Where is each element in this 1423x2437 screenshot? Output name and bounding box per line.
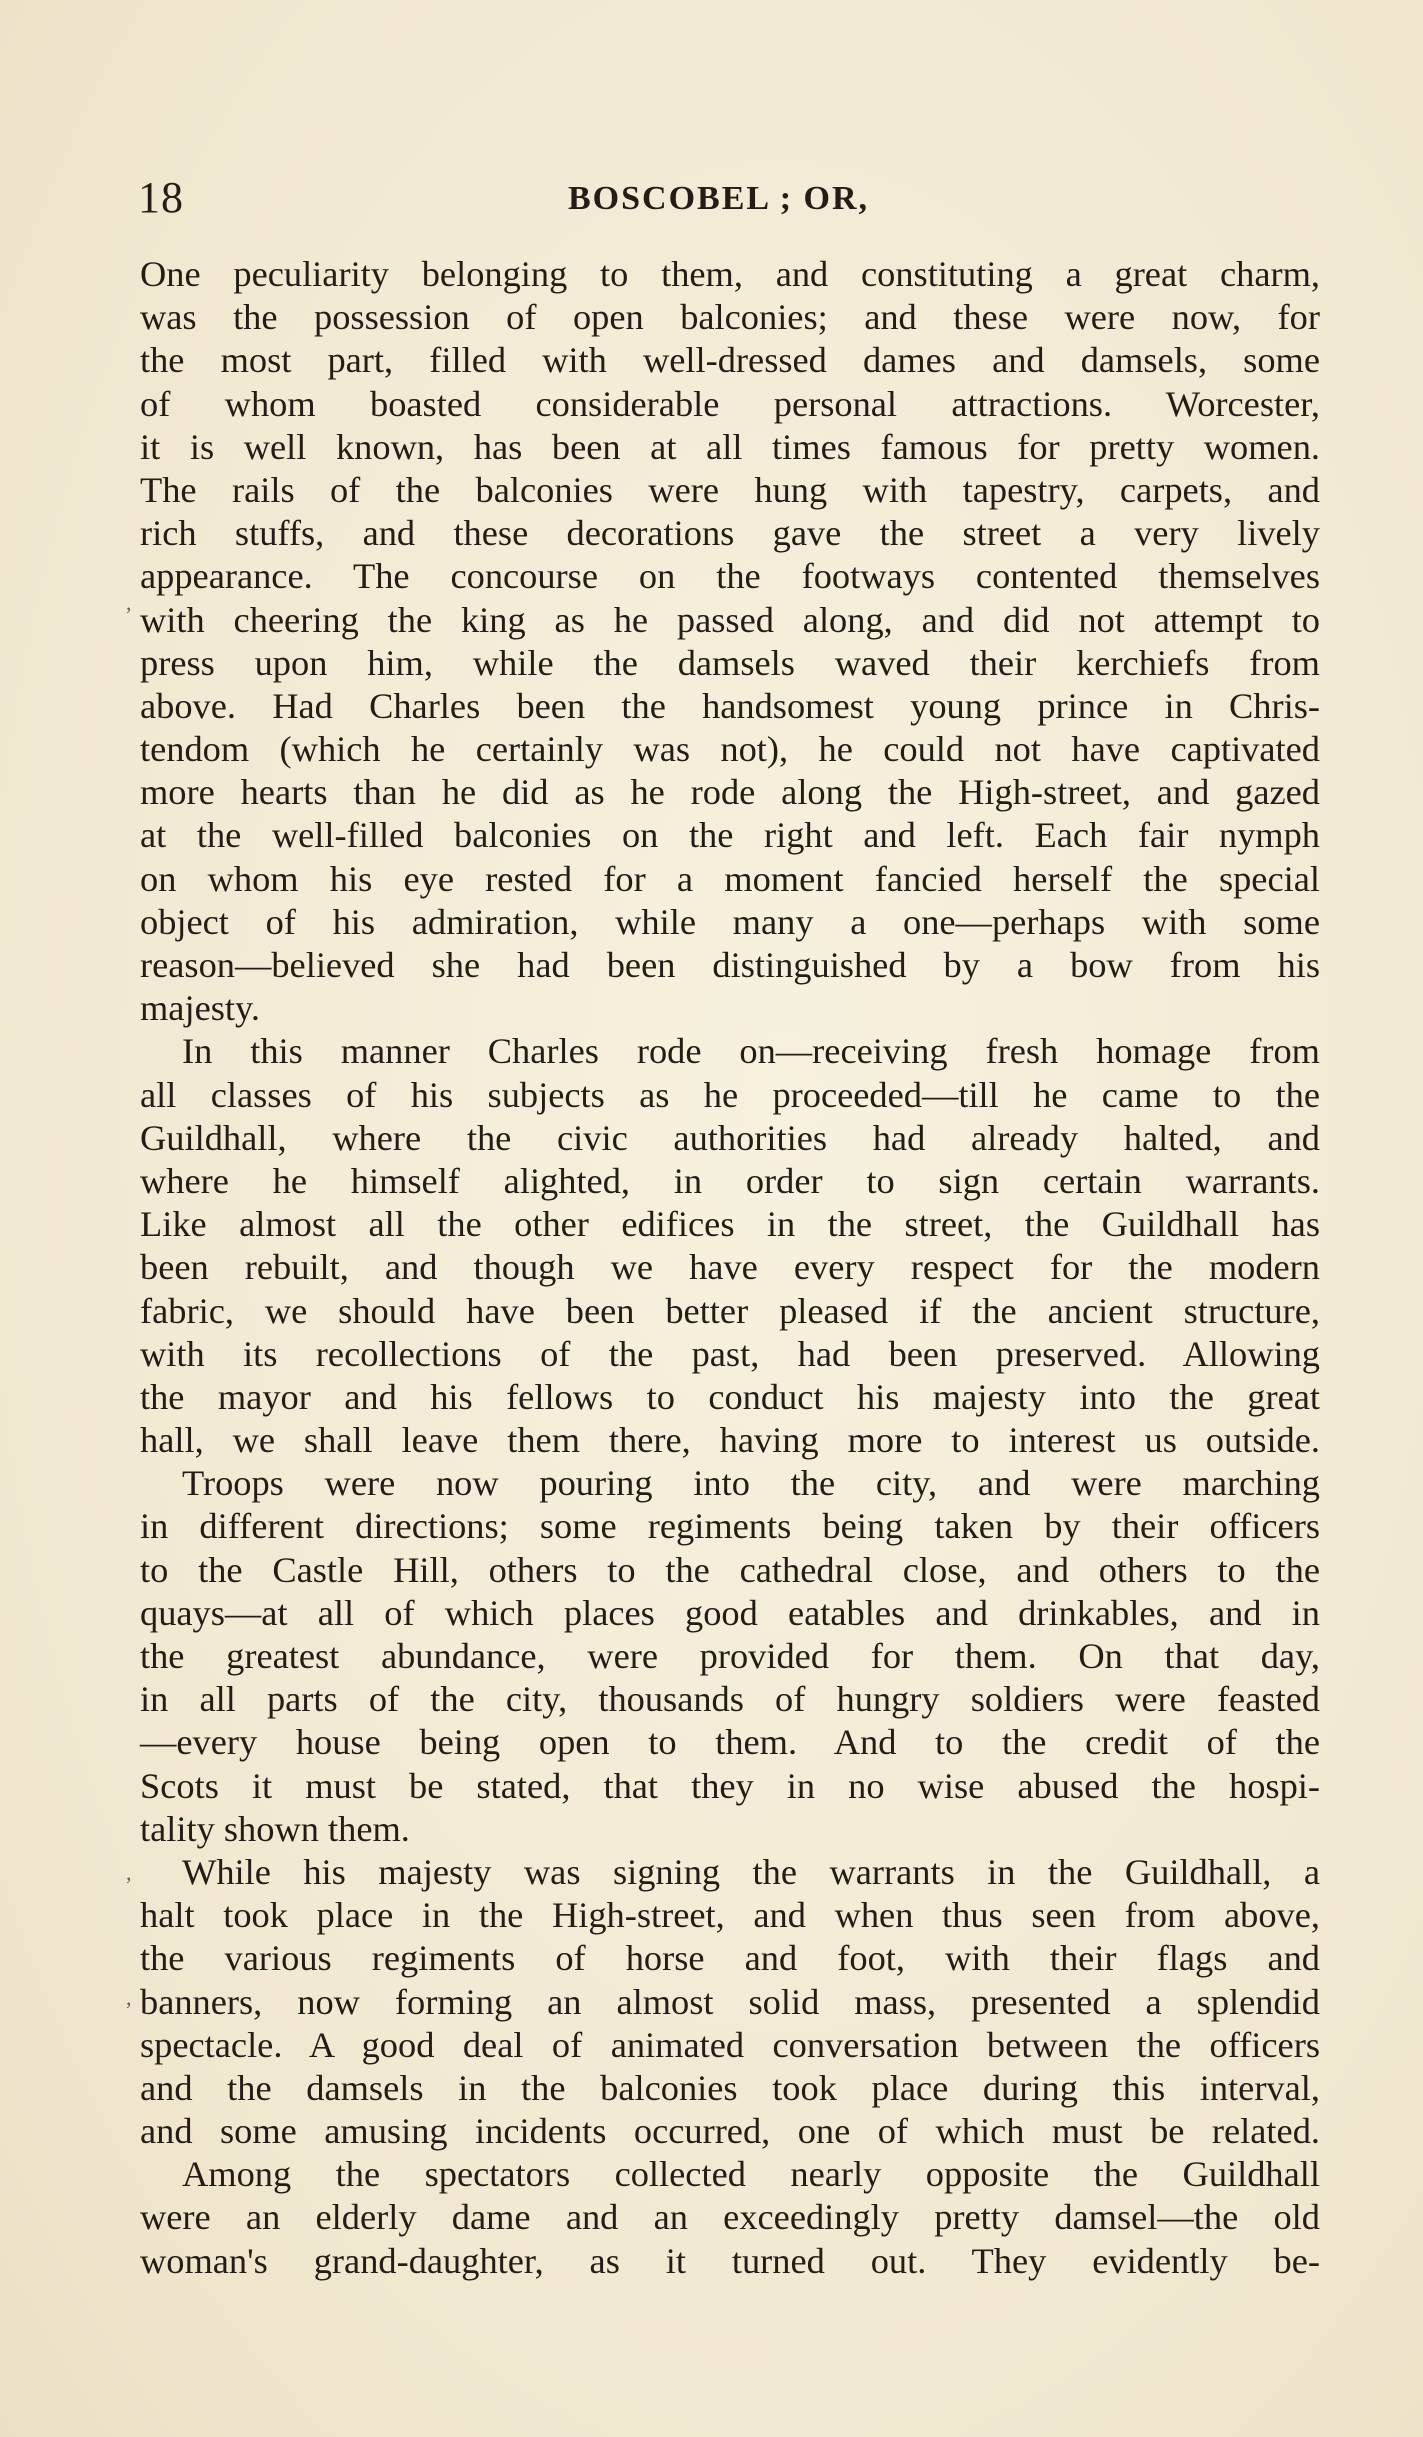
text-line: in different directions; some regiments being taken by their officers <box>140 1506 1320 1547</box>
text-line: tendom (which he certainly was not), he could not have captivated <box>140 729 1320 770</box>
paragraph-start-line: Among the spectators collected nearly opposite the Guildhall <box>182 2154 1320 2195</box>
running-head <box>138 172 1318 232</box>
text-line: and some amusing incidents occurred, one of which must be related. <box>140 2111 1320 2152</box>
text-line: object of his admiration, while many a one—perhaps with some <box>140 901 1320 942</box>
text-line: tality shown them. <box>140 1808 410 1849</box>
margin-speck: , <box>126 1985 132 2010</box>
text-line: with cheering the king as he passed along, and did not attempt to <box>140 599 1320 640</box>
text-line: where he himself alighted, in order to sign certain warrants. <box>140 1160 1320 1201</box>
body-text <box>140 253 1320 2283</box>
margin-speck: , <box>126 1860 132 1885</box>
text-line: fabric, we should have been better pleased if the ancient structure, <box>140 1290 1320 1331</box>
text-line: hall, we shall leave them there, having more to interest us outside. <box>140 1420 1320 1461</box>
paragraph-start-line: In this manner Charles rode on—receiving fresh homage from <box>182 1031 1320 1072</box>
running-title: BOSCOBEL ; OR, <box>568 180 870 217</box>
text-line: halt took place in the High-street, and when thus seen from above, <box>140 1895 1320 1936</box>
text-line: Like almost all the other edifices in the street, the Guildhall has <box>140 1204 1320 1245</box>
text-line: in all parts of the city, thousands of hungry soldiers were feasted <box>140 1679 1320 1720</box>
text-line: of whom boasted considerable personal attractions. Worcester, <box>140 383 1320 424</box>
text-line: and the damsels in the balconies took place during this interval, <box>140 2067 1320 2108</box>
text-line: rich stuffs, and these decorations gave the street a very lively <box>140 513 1320 554</box>
text-line: the greatest abundance, were provided for them. On that day, <box>140 1636 1320 1676</box>
text-line: press upon him, while the damsels waved their kerchiefs from <box>140 642 1320 683</box>
text-line: on whom his eye rested for a moment fancied herself the special <box>140 858 1320 899</box>
text-line: to the Castle Hill, others to the cathedral close, and others to the <box>140 1549 1320 1590</box>
text-line: Guildhall, where the civic authorities had already halted, and <box>140 1117 1320 1158</box>
text-line: all classes of his subjects as he proceeded—till he came to the <box>140 1074 1320 1115</box>
text-line: been rebuilt, and though we have every respect for the modern <box>140 1247 1320 1288</box>
text-line: banners, now forming an almost solid mass, presented a splendid <box>140 1981 1320 2022</box>
paragraph-start-line: Troops were now pouring into the city, and were marching <box>182 1463 1320 1504</box>
text-line: The rails of the balconies were hung with tapestry, carpets, and <box>140 469 1320 510</box>
text-line: appearance. The concourse on the footways contented themselves <box>140 556 1320 597</box>
text-line: were an elderly dame and an exceedingly pretty damsel—the old <box>140 2197 1320 2238</box>
text-line: at the well-filled balconies on the right and left. Each fair nymph <box>140 815 1320 856</box>
text-line: woman's grand-daughter, as it turned out. They evidently be- <box>140 2240 1320 2281</box>
margin-speck: , <box>126 590 132 615</box>
text-line: majesty. <box>140 988 260 1029</box>
page-number: 18 <box>138 173 184 222</box>
text-line: the mayor and his fellows to conduct his majesty into the great <box>140 1376 1320 1417</box>
paragraph-start-line: While his majesty was signing the warrants in the Guildhall, a <box>182 1851 1320 1892</box>
text-line: more hearts than he did as he rode along the High-street, and gazed <box>140 772 1320 813</box>
text-line: the most part, filled with well-dressed dames and damsels, some <box>140 340 1320 381</box>
text-line: Scots it must be stated, that they in no wise abused the hospi- <box>140 1765 1320 1806</box>
text-line: was the possession of open balconies; and these were now, for <box>140 297 1320 338</box>
text-line: above. Had Charles been the handsomest young prince in Chris- <box>140 685 1320 726</box>
text-line: it is well known, has been at all times famous for pretty women. <box>140 426 1320 467</box>
text-line: with its recollections of the past, had been preserved. Allowing <box>140 1333 1320 1374</box>
text-line: One peculiarity belonging to them, and constituting a great charm, <box>140 254 1320 294</box>
text-line: reason—believed she had been distinguished by a bow from his <box>140 945 1320 985</box>
text-line: —every house being open to them. And to the credit of the <box>140 1722 1320 1763</box>
text-line: the various regiments of horse and foot, with their flags and <box>140 1938 1320 1979</box>
text-line: quays—at all of which places good eatables and drinkables, and in <box>140 1592 1320 1633</box>
text-line: spectacle. A good deal of animated conversation between the officers <box>140 2024 1320 2065</box>
